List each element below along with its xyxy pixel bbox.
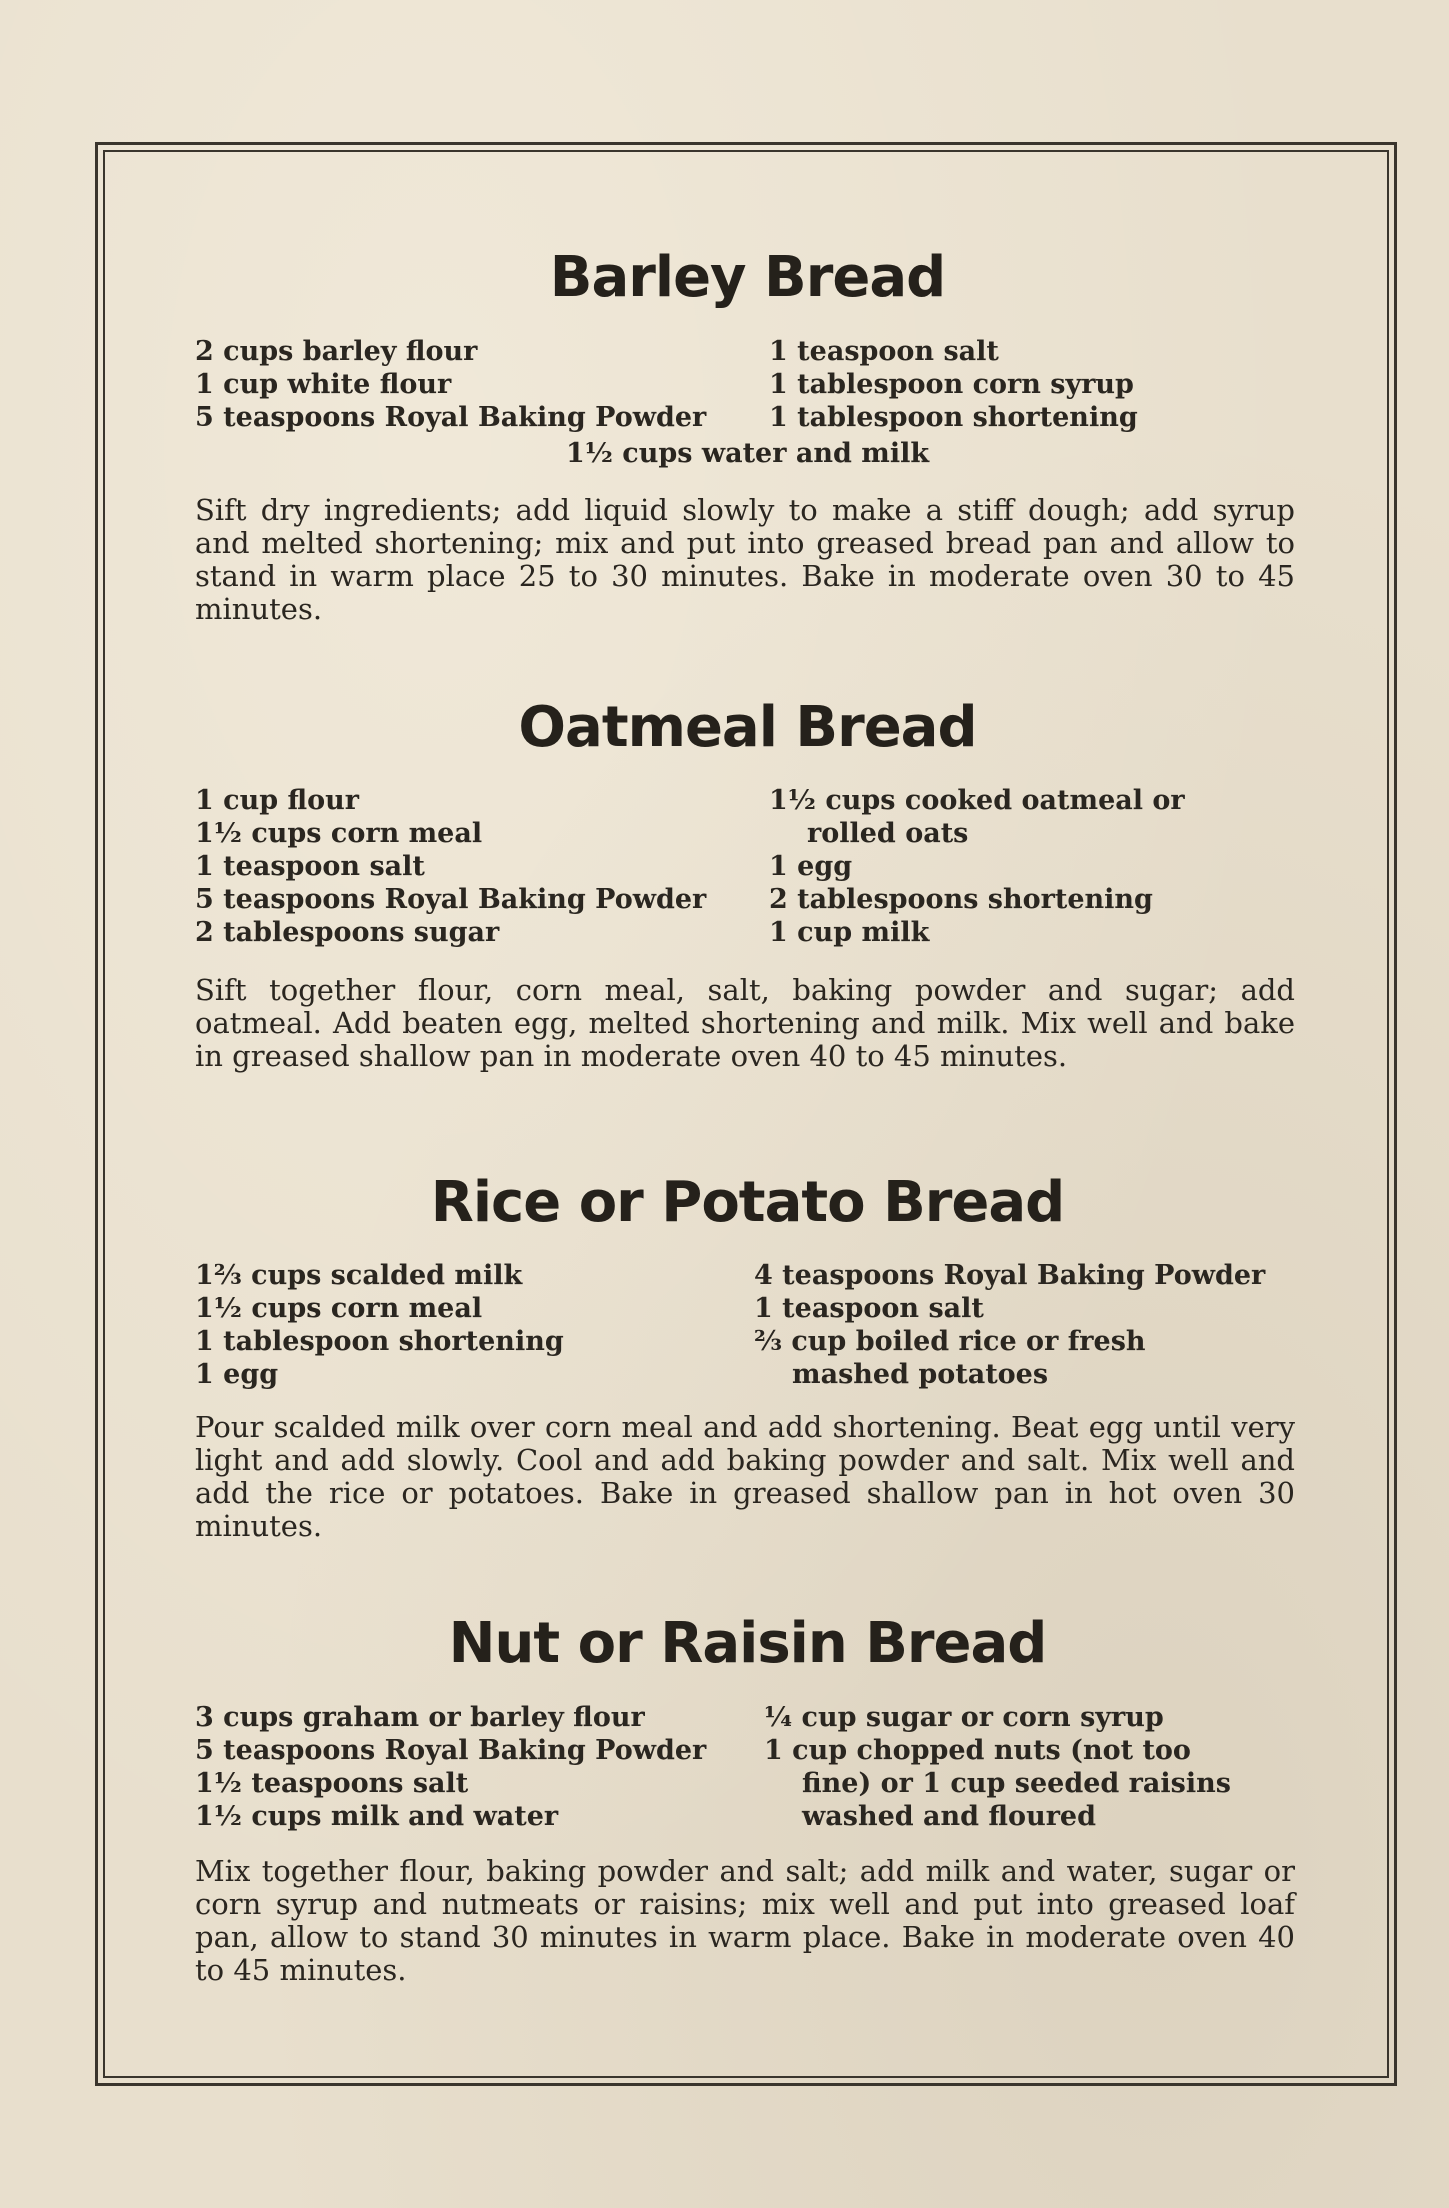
recipe-title-rice-or-potato-bread: Rice or Potato Bread xyxy=(430,1170,1065,1235)
ingredients-right-column xyxy=(769,784,1185,949)
ingredient: 2 tablespoons shortening xyxy=(769,884,1153,915)
instructions-nut-or-raisin-bread: Mix together flour, baking powder and salt; add milk and water, sugar or corn syrup and nutmeats or raisins; mix well and put into greased loaf pan, allow to stand 30 minutes in warm place. Bake in moderate oven 40 to 45 minutes. xyxy=(195,1854,1295,1987)
ingredient: fine) or 1 cup seeded raisins xyxy=(802,1768,1231,1799)
ingredient: 2 cups barley flour xyxy=(195,336,478,367)
ingredient: washed and floured xyxy=(802,1801,1096,1832)
recipe-title-barley-bread: Barley Bread xyxy=(549,245,946,310)
ingredients-right-column xyxy=(764,1701,1231,1833)
ingredient: 1 tablespoon shortening xyxy=(195,1326,564,1357)
ingredient: 1½ teaspoons salt xyxy=(195,1768,469,1799)
ingredients-oatmeal-bread xyxy=(195,784,1300,954)
ingredient: 1 teaspoon salt xyxy=(754,1293,984,1324)
ingredient: 5 teaspoons Royal Baking Powder xyxy=(195,402,707,433)
ingredients-left-column xyxy=(195,335,706,434)
instructions-oatmeal-bread: Sift together flour, corn meal, salt, baking powder and sugar; add oatmeal. Add beaten egg, melted shortening and milk. Mix well and bake in greased shallow pan in moderate oven 40 to 45 minutes. xyxy=(195,973,1295,1073)
ingredient: 1½ cups cooked oatmeal or xyxy=(769,785,1185,816)
ingredient: 1 tablespoon corn syrup xyxy=(769,369,1134,400)
ingredient: 1 cup chopped nuts (not too xyxy=(764,1735,1191,1766)
ingredients-rice-or-potato-bread xyxy=(195,1259,1300,1394)
ingredient: rolled oats xyxy=(807,818,969,849)
ingredient: 1⅔ cups scalded milk xyxy=(195,1260,523,1291)
ingredient: mashed potatoes xyxy=(792,1359,1049,1390)
ingredients-left-column xyxy=(195,1701,706,1833)
ingredient: 5 teaspoons Royal Baking Powder xyxy=(195,1735,707,1766)
ingredient: 3 cups graham or barley flour xyxy=(195,1702,645,1733)
ingredient: 1 tablespoon shortening xyxy=(769,402,1138,433)
ingredient: 1½ cups corn meal xyxy=(195,818,483,849)
recipe-title-oatmeal-bread: Oatmeal Bread xyxy=(518,695,977,760)
ingredient: 1 cup milk xyxy=(769,917,930,948)
ingredient: 1½ cups corn meal xyxy=(195,1293,483,1324)
ingredient: 1 teaspoon salt xyxy=(195,851,425,882)
ingredient-centered: 1½ cups water and milk xyxy=(565,438,930,469)
instructions-barley-bread: Sift dry ingredients; add liquid slowly to make a stiff dough; add syrup and melted shortening; mix and put into greased bread pan and allow to stand in warm place 25 to 30 minutes. Bake in moderate oven 30 to 45 minutes. xyxy=(195,493,1295,626)
ingredients-barley-bread xyxy=(195,335,1300,435)
ingredient: ¼ cup sugar or corn syrup xyxy=(764,1702,1164,1733)
ingredients-left-column xyxy=(195,1259,564,1391)
ingredient: 1 cup flour xyxy=(195,785,360,816)
ingredients-left-column xyxy=(195,784,706,949)
instructions-rice-or-potato-bread: Pour scalded milk over corn meal and add shortening. Beat egg until very light and add slowly. Cool and add baking powder and salt. Mix well and add the rice or potatoes. Bake in greased shallow pan in hot oven 30 minutes. xyxy=(195,1410,1295,1543)
ingredient: 1 teaspoon salt xyxy=(769,336,999,367)
ingredient: 1 egg xyxy=(769,851,853,882)
ingredients-nut-or-raisin-bread xyxy=(195,1701,1300,1836)
ingredient: 5 teaspoons Royal Baking Powder xyxy=(195,884,707,915)
ingredient: 1 cup white flour xyxy=(195,369,452,400)
ingredient: 4 teaspoons Royal Baking Powder xyxy=(754,1260,1266,1291)
ingredients-right-column xyxy=(769,335,1138,434)
ingredients-right-column xyxy=(754,1259,1265,1391)
ingredient: 1 egg xyxy=(195,1359,279,1390)
ingredient: 1½ cups milk and water xyxy=(195,1801,559,1832)
ingredient: 2 tablespoons sugar xyxy=(195,917,500,948)
ingredient: ⅔ cup boiled rice or fresh xyxy=(754,1326,1146,1357)
recipe-title-nut-or-raisin-bread: Nut or Raisin Bread xyxy=(448,1611,1047,1676)
